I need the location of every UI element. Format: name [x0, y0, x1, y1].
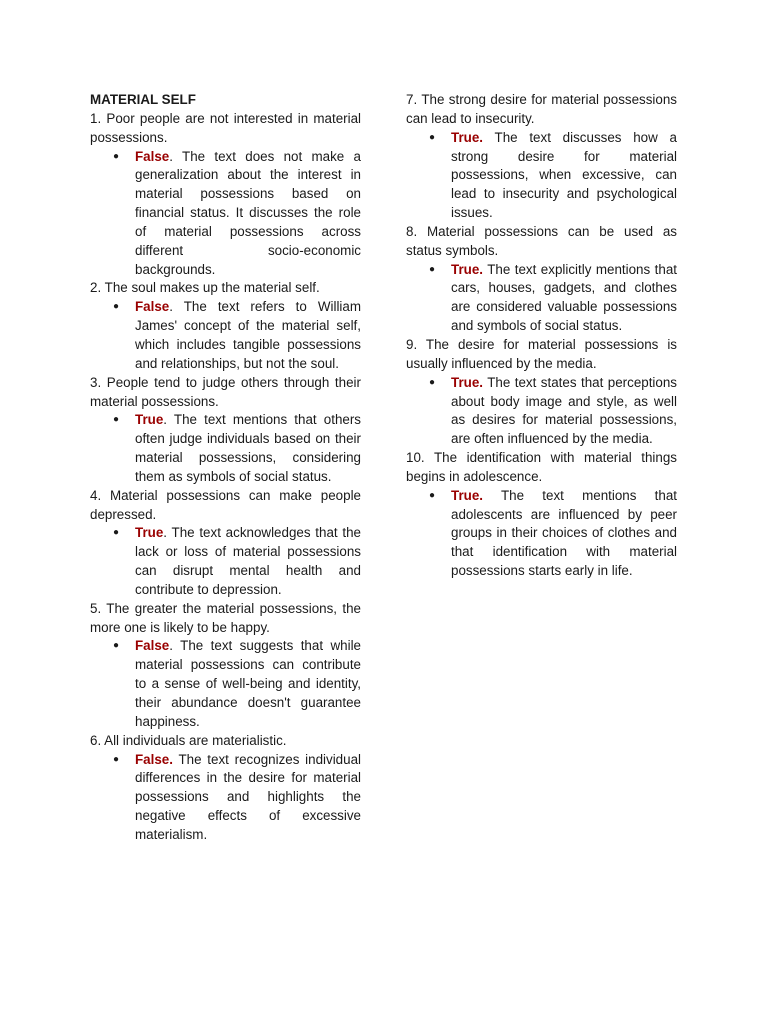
bullet-icon: ●	[113, 527, 120, 539]
explanation-text: The text discusses how a strong desire for material possessions, when excessive, can lead to insecurity and psychological issues.	[451, 129, 677, 221]
bullet-icon: ●	[113, 301, 120, 313]
question-item-4	[90, 487, 361, 600]
explanation-text: . The text mentions that others often judge individuals based on their material possessions, considering them as symbols of social status.	[135, 412, 361, 484]
right-column	[406, 91, 677, 581]
question-text: 5. The greater the material possessions, the more one is likely to be happy.	[90, 600, 361, 635]
explanation-text: The text recognizes individual differences in the desire for material possessions and highlights the negative effects of excessive materialism.	[135, 751, 361, 842]
bullet-icon: ●	[113, 640, 120, 652]
question-item-3	[90, 374, 361, 487]
answer-text	[113, 411, 361, 486]
explanation-text: The text mentions that adolescents are influenced by peer groups in their choices of clothes and that identification with material possessions starts early in life.	[451, 487, 677, 579]
explanation-text: . The text suggests that while material possessions can contribute to a sense of well-being and identity, their abundance doesn't guarantee happiness.	[135, 638, 361, 729]
question-text: 10. The identification with material things begins in adolescence.	[406, 450, 677, 484]
question-text: 4. Material possessions can make people depressed.	[90, 487, 361, 522]
question-text: 9. The desire for material possessions is usually influenced by the media.	[406, 336, 677, 371]
question-item-8	[406, 223, 677, 336]
answer-text	[113, 148, 361, 280]
explanation-text: . The text does not make a generalization about the interest in material possessions based on financial status. It discusses the role of material possessions across different socio-economic backgrounds.	[135, 148, 361, 277]
explanation-text: . The text acknowledges that the lack or loss of material possessions can disrupt mental health and contribute to depression.	[135, 525, 361, 597]
bullet-icon: ●	[429, 376, 436, 388]
answer-text	[429, 487, 677, 581]
verdict-label: True.	[451, 129, 483, 145]
answer-text	[429, 261, 677, 336]
explanation-text: The text explicitly mentions that cars, houses, gadgets, and clothes are considered valuable possessions and symbols of social status.	[451, 261, 677, 334]
verdict-label: True	[135, 412, 164, 428]
question-text: 2. The soul makes up the material self.	[90, 280, 320, 296]
verdict-label: False	[135, 638, 170, 654]
answer-text	[429, 129, 677, 223]
bullet-icon: ●	[113, 753, 120, 765]
question-text: 6. All individuals are materialistic.	[90, 732, 287, 748]
document-title: MATERIAL SELF	[90, 92, 196, 107]
question-text: 3. People tend to judge others through their material possessions.	[90, 374, 361, 409]
verdict-label: False	[135, 299, 170, 315]
answer-text	[113, 751, 361, 845]
question-item-2	[90, 279, 361, 373]
question-item-9	[406, 336, 677, 449]
answer-text	[113, 298, 361, 373]
answer-text	[113, 637, 361, 731]
answer-text	[429, 374, 677, 449]
left-column	[90, 91, 361, 845]
question-item-1	[90, 110, 361, 280]
explanation-text: The text states that perceptions about body image and style, as well as desires for material possessions, are often influenced by the media.	[451, 374, 677, 447]
verdict-label: True.	[451, 487, 483, 503]
verdict-label: True.	[451, 374, 483, 390]
bullet-icon: ●	[113, 414, 120, 426]
bullet-icon: ●	[429, 489, 436, 501]
bullet-icon: ●	[429, 131, 436, 143]
question-text: 8. Material possessions can be used as status symbols.	[406, 223, 677, 258]
question-text: 1. Poor people are not interested in material possessions.	[90, 110, 361, 145]
bullet-icon: ●	[429, 263, 436, 275]
question-item-7	[406, 91, 677, 223]
explanation-text: . The text refers to William James' concept of the material self, which includes tangible possessions and relationships, but not the soul.	[135, 299, 361, 371]
verdict-label: True	[135, 525, 164, 541]
question-text: 7. The strong desire for material possessions can lead to insecurity.	[406, 92, 677, 126]
verdict-label: True.	[451, 261, 483, 277]
question-item-6	[90, 732, 361, 845]
answer-text	[113, 524, 361, 599]
question-item-5	[90, 600, 361, 732]
bullet-icon: ●	[113, 150, 120, 162]
question-item-10	[406, 449, 677, 581]
verdict-label: False	[135, 148, 170, 164]
verdict-label: False.	[135, 751, 173, 767]
